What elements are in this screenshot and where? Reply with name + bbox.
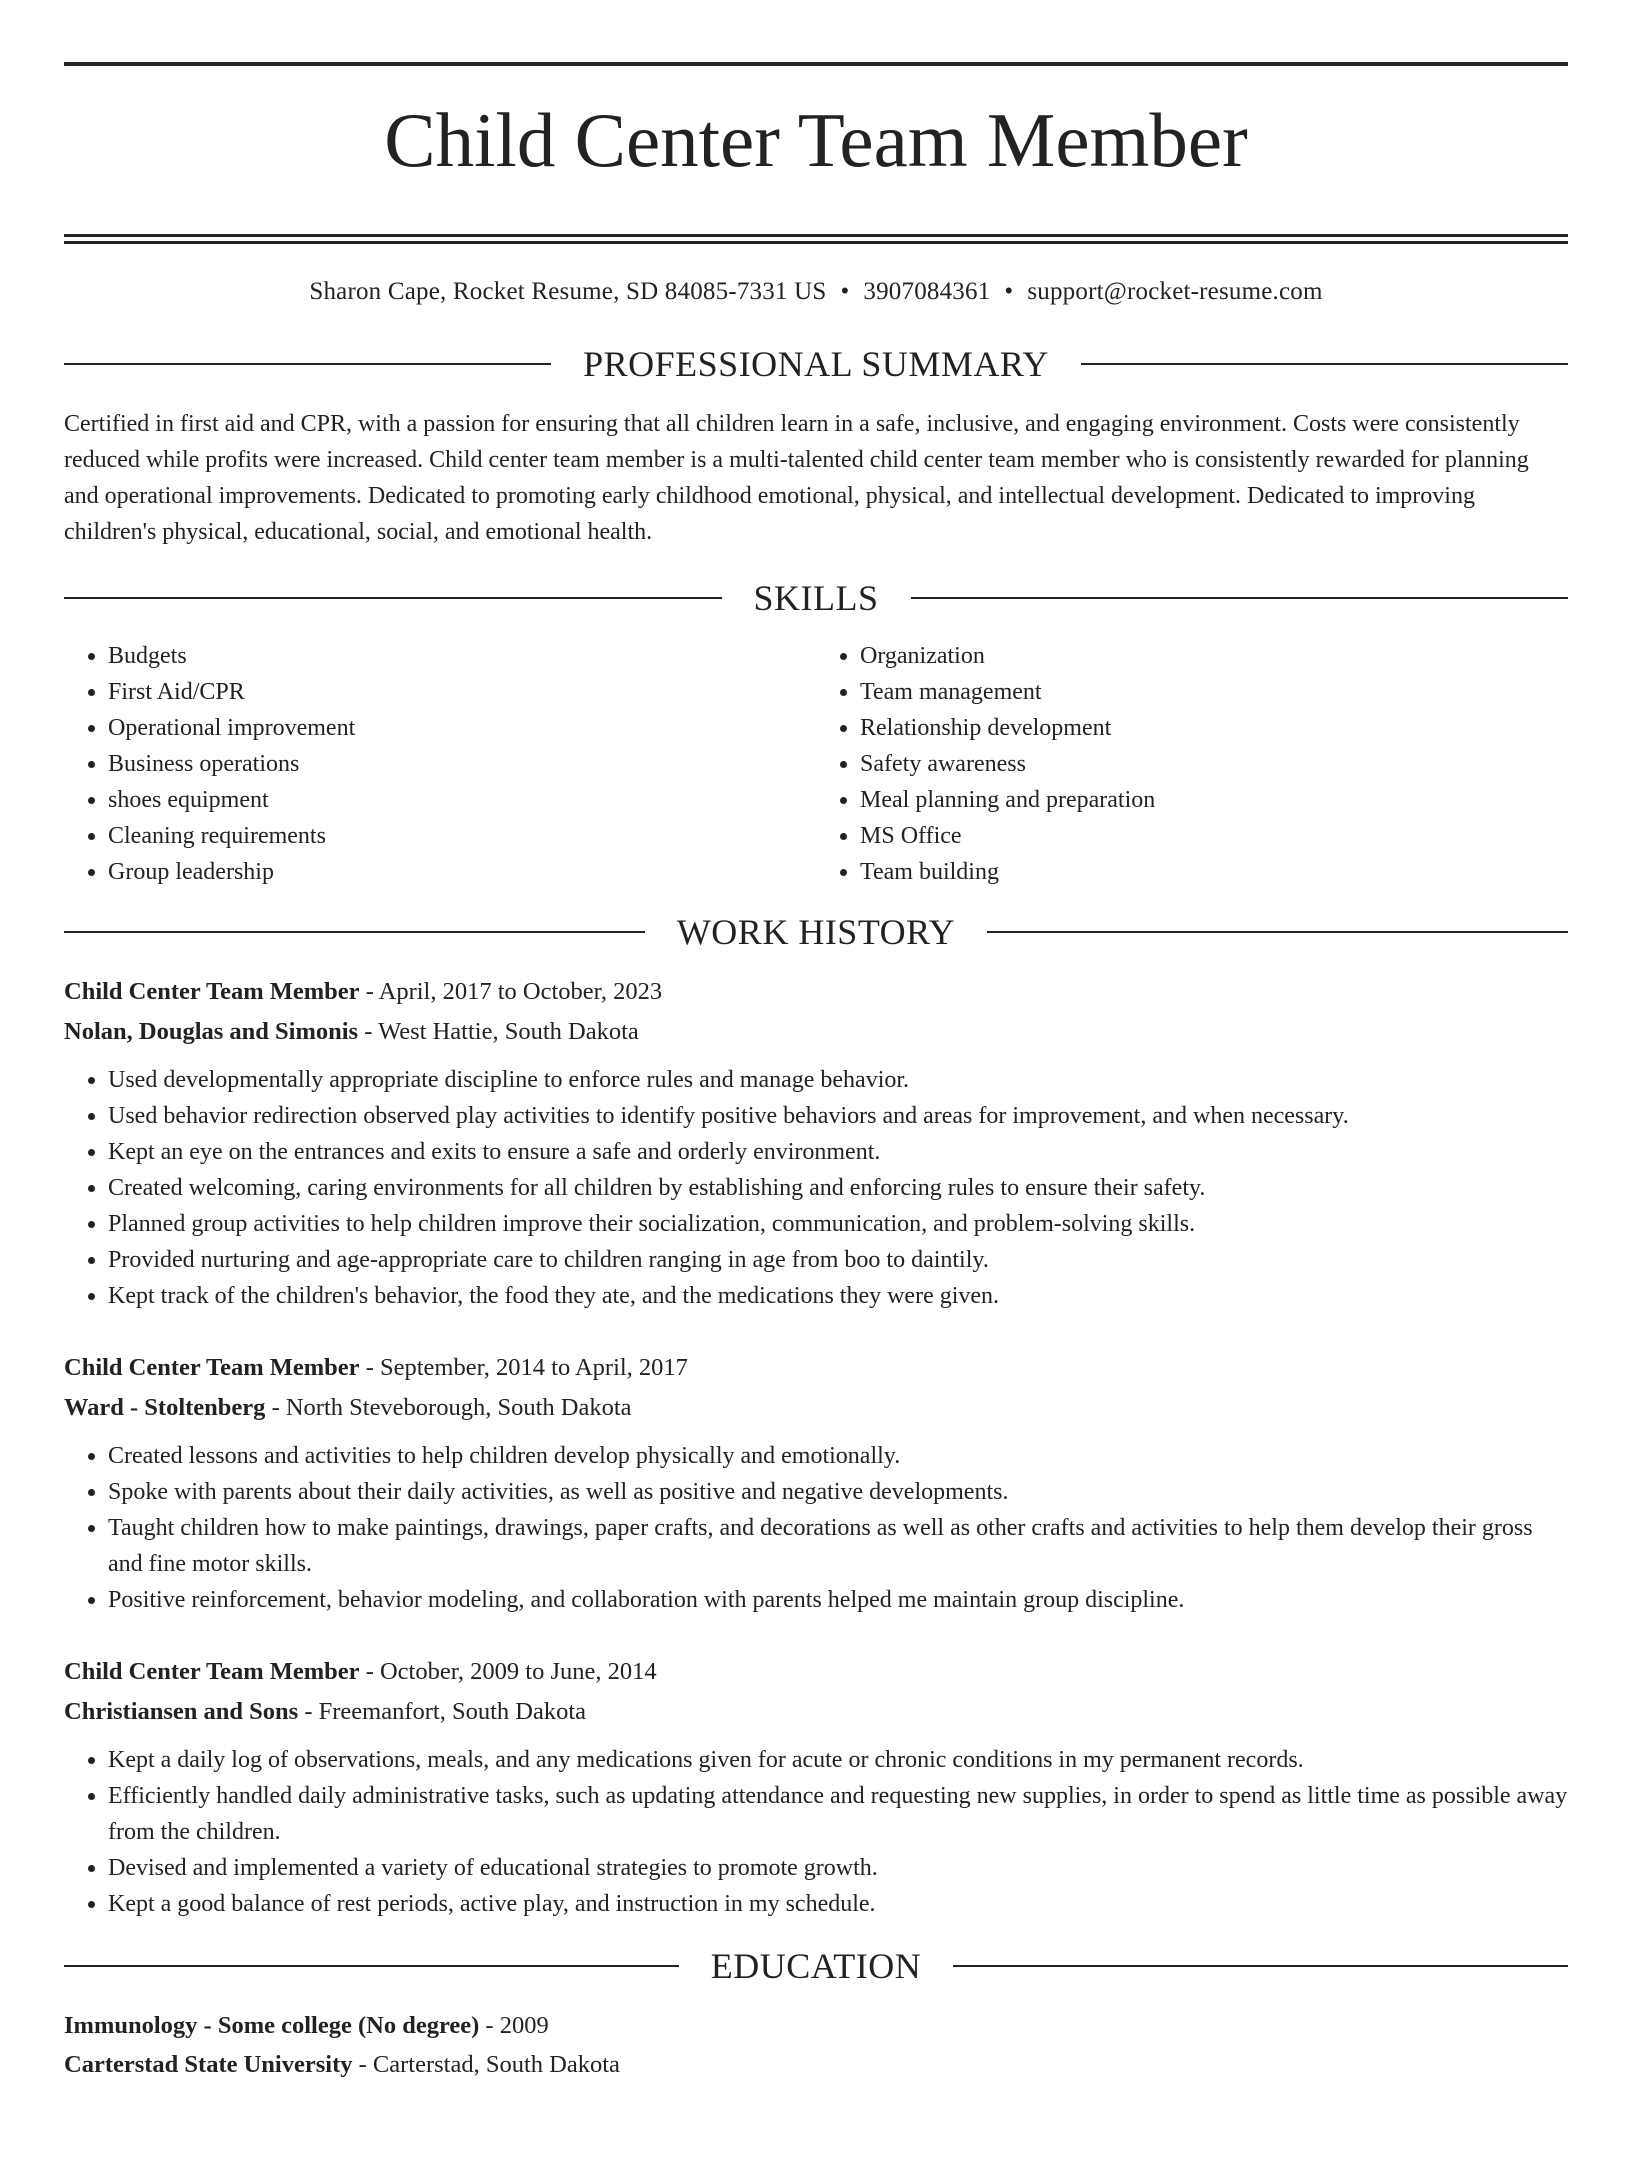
job-company: Christiansen and Sons [64,1698,299,1725]
heading-rule-right [953,1965,1568,1967]
job-bullet: • Kept a daily log of observations, meals, and any medications given for acute or chronic conditions in my permanent records. [108,1742,1568,1778]
heading-rule-right [1081,363,1568,365]
skill-item: • Team building [860,854,1568,890]
skill-item: • Business operations [108,746,816,782]
contact-separator: • [840,278,850,305]
job-company: Nolan, Douglas and Simonis [64,1018,359,1045]
job-title: Child Center Team Member [64,1354,360,1381]
education-school: Carterstad State University [64,2051,353,2078]
job-company-line [64,1692,1568,1732]
skill-item: • Team management [860,674,1568,710]
job-bullet: • Kept a good balance of rest periods, active play, and instruction in my schedule. [108,1886,1568,1922]
job-title-line [64,1652,1568,1692]
contact-address: Sharon Cape, Rocket Resume, SD 84085-7331 US [309,278,827,305]
title-double-rule [64,234,1568,244]
job-company-line [64,1012,1568,1052]
job-bullets [64,1438,1568,1618]
education-section-heading [64,1944,1568,1988]
job-entry [64,1652,1568,1922]
job-company-line [64,1388,1568,1428]
education-year: - 2009 [479,2012,549,2039]
skills-list [64,638,1568,890]
job-dates: - October, 2009 to June, 2014 [359,1658,657,1685]
job-bullet: • Provided nurturing and age-appropriate care to children ranging in age from boo to daintily. [108,1242,1568,1278]
job-bullets [64,1742,1568,1922]
skills-column-left [64,638,816,890]
education-degree-line [64,2006,1568,2045]
job-title: Child Center Team Member [64,1658,360,1685]
heading-rule-left [64,931,645,933]
summary-text: Certified in first aid and CPR, with a passion for ensuring that all children learn in a safe, inclusive, and engaging environment. Costs were consistently reduced while profits were increased. Child center team member is a multi-talented child center team member who is consistently rewarded for planning and operational improvements. Dedicated to promoting early childhood emotional, physical, and intellectual development. Dedicated to improving children's physical, educational, social, and emotional health. [64,411,1529,545]
contact-separator: • [1004,278,1014,305]
skill-item: • Meal planning and preparation [860,782,1568,818]
skills-column-right [816,638,1568,890]
job-location: - West Hattie, South Dakota [358,1018,639,1045]
work-heading-label: WORK HISTORY [676,912,956,952]
job-bullet: • Spoke with parents about their daily activities, as well as positive and negative developments. [108,1474,1568,1510]
heading-rule-left [64,1965,679,1967]
contact-line [64,276,1568,308]
heading-rule-right [987,931,1568,933]
job-bullet: • Devised and implemented a variety of educational strategies to promote growth. [108,1850,1568,1886]
contact-email: support@rocket-resume.com [1027,278,1323,305]
job-bullet: • Created welcoming, caring environments for all children by establishing and enforcing rules to ensure their safety. [108,1170,1568,1206]
heading-rule-left [64,363,551,365]
top-rule [64,62,1568,66]
education-heading-label: EDUCATION [710,1946,922,1986]
heading-rule-right [911,597,1569,599]
job-entry [64,972,1568,1314]
job-bullet: • Used behavior redirection observed play activities to identify positive behaviors and areas for improvement, and when necessary. [108,1098,1568,1134]
summary-heading-label: PROFESSIONAL SUMMARY [583,344,1049,384]
work-section-heading [64,910,1568,954]
job-dates: - April, 2017 to October, 2023 [359,978,663,1005]
resume-title: Child Center Team Member [384,97,1248,183]
job-bullet: • Taught children how to make paintings, drawings, paper crafts, and decorations as well as other crafts and activities to help them develop their gross and fine motor skills. [108,1510,1568,1582]
job-title-line [64,972,1568,1012]
skill-item: • Organization [860,638,1568,674]
job-location: - North Steveborough, South Dakota [265,1394,632,1421]
job-title-line [64,1348,1568,1388]
skills-heading-label: SKILLS [753,578,879,618]
skills-section-heading [64,576,1568,620]
summary-section-heading [64,342,1568,386]
skill-item: • Operational improvement [108,710,816,746]
job-bullet: • Created lessons and activities to help children develop physically and emotionally. [108,1438,1568,1474]
resume-page [0,62,1632,2174]
job-bullets [64,1062,1568,1314]
job-entry [64,1348,1568,1618]
job-bullet: • Planned group activities to help children improve their socialization, communication, and problem-solving skills. [108,1206,1568,1242]
skill-item: • Budgets [108,638,816,674]
job-location: - Freemanfort, South Dakota [298,1698,587,1725]
job-bullet: • Used developmentally appropriate discipline to enforce rules and manage behavior. [108,1062,1568,1098]
skill-item: • shoes equipment [108,782,816,818]
education-degree: Immunology - Some college (No degree) [64,2012,480,2039]
job-bullet: • Kept track of the children's behavior, the food they ate, and the medications they were given. [108,1278,1568,1314]
skill-item: • Safety awareness [860,746,1568,782]
education-location: - Carterstad, South Dakota [352,2051,620,2078]
job-company: Ward - Stoltenberg [64,1394,266,1421]
job-bullet: • Positive reinforcement, behavior modeling, and collaboration with parents helped me maintain group discipline. [108,1582,1568,1618]
job-bullet: • Efficiently handled daily administrative tasks, such as updating attendance and requesting new supplies, in order to spend as little time as possible away from the children. [108,1778,1568,1850]
skill-item: • First Aid/CPR [108,674,816,710]
job-dates: - September, 2014 to April, 2017 [359,1354,688,1381]
heading-rule-left [64,597,722,599]
education-entry [64,2006,1568,2084]
skill-item: • Cleaning requirements [108,818,816,854]
skill-item: • MS Office [860,818,1568,854]
job-bullet: • Kept an eye on the entrances and exits to ensure a safe and orderly environment. [108,1134,1568,1170]
contact-phone: 3907084361 [863,278,991,305]
education-school-line [64,2045,1568,2084]
skill-item: • Group leadership [108,854,816,890]
skill-item: • Relationship development [860,710,1568,746]
job-title: Child Center Team Member [64,978,360,1005]
